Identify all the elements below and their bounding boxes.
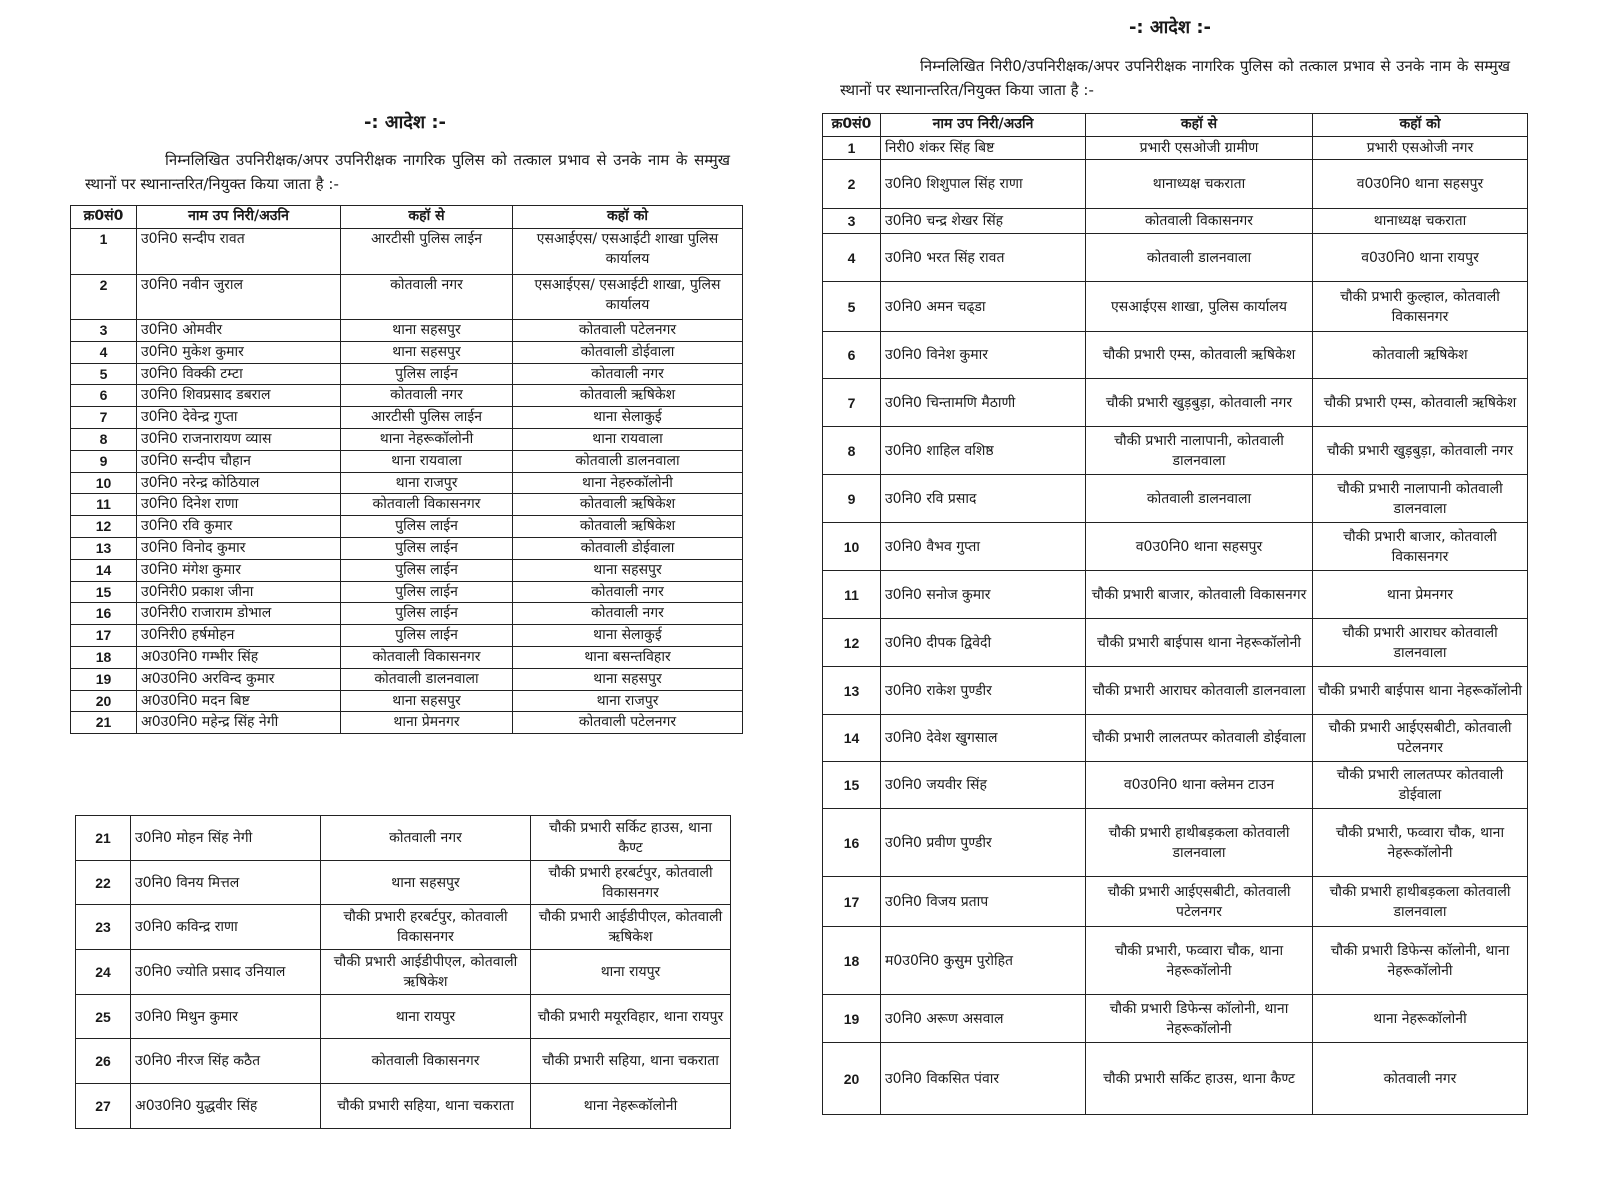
table-row [823, 234, 1528, 282]
from-location-cell: कोतवाली डालनवाला [1086, 475, 1313, 523]
serial-number-cell: 9 [823, 475, 881, 523]
to-location-cell: थाना नेहरुकॉलोनी [513, 472, 743, 494]
officer-name-cell: निरी0 शंकर सिंह बिष्ट [881, 137, 1086, 160]
left-transfer-table-continued [75, 815, 731, 1129]
serial-number-cell: 6 [823, 332, 881, 379]
to-location-cell: थाना रायपुर [531, 950, 731, 995]
from-location-cell: थाना सहसपुर [341, 690, 513, 712]
table-row [71, 625, 743, 647]
serial-number-cell: 11 [71, 494, 137, 516]
to-location-cell: थाना बसन्तविहार [513, 646, 743, 668]
from-location-cell: थाना सहसपुर [341, 341, 513, 363]
from-location-cell: कोतवाली विकासनगर [341, 646, 513, 668]
officer-name-cell: उ0नि0 मंगेश कुमार [137, 559, 341, 581]
officer-name-cell: उ0नि0 शिशुपाल सिंह राणा [881, 160, 1086, 209]
table-row [823, 667, 1528, 715]
from-location-cell: चौकी प्रभारी आराघर कोतवाली डालनवाला [1086, 667, 1313, 715]
table-row [71, 603, 743, 625]
officer-name-cell: उ0नि0 मुकेश कुमार [137, 341, 341, 363]
officer-name-cell: उ0नि0 विनय मित्तल [131, 860, 321, 905]
from-location-cell: कोतवाली नगर [341, 275, 513, 320]
right-order-paragraph: निम्नलिखित निरी0/उपनिरीक्षक/अपर उपनिरीक्षक नागरिक पुलिस को तत्काल प्रभाव से उनके नाम के सम्मुख स्थानों पर स्थानान्तरित/नियुक्त किया जाता है :- [840, 57, 1510, 99]
serial-number-cell: 12 [71, 516, 137, 538]
to-location-cell: चौकी प्रभारी आराघर कोतवाली डालनवाला [1313, 619, 1528, 667]
from-location-cell: थाना प्रेमनगर [341, 712, 513, 734]
table-row [71, 428, 743, 450]
serial-number-cell: 19 [71, 668, 137, 690]
from-location-cell: थानाध्यक्ष चकराता [1086, 160, 1313, 209]
from-location-cell: पुलिस लाईन [341, 625, 513, 647]
from-location-cell: थाना रायपुर [321, 994, 531, 1039]
serial-number-cell: 20 [71, 690, 137, 712]
to-location-cell: चौकी प्रभारी सर्किट हाउस, थाना कैण्ट [531, 816, 731, 861]
to-location-cell: थाना नेहरूकॉलोनी [1313, 995, 1528, 1043]
from-location-cell: कोतवाली डालनवाला [1086, 234, 1313, 282]
officer-name-cell: उ0नि0 वैभव गुप्ता [881, 523, 1086, 571]
officer-name-cell: अ0उ0नि0 गम्भीर सिंह [137, 646, 341, 668]
to-location-cell: कोतवाली नगर [1313, 1043, 1528, 1115]
to-location-cell: चौकी प्रभारी आईडीपीएल, कोतवाली ऋषिकेश [531, 905, 731, 950]
officer-name-cell: अ0उ0नि0 युद्धवीर सिंह [131, 1084, 321, 1129]
table-header-row [71, 206, 743, 229]
officer-name-cell: उ0नि0 सन्दीप चौहान [137, 450, 341, 472]
officer-name-cell: उ0नि0 नीरज सिंह कठैत [131, 1039, 321, 1084]
table-row [823, 995, 1528, 1043]
left-transfer-table [70, 205, 743, 734]
from-location-cell: थाना राजपुर [341, 472, 513, 494]
officer-name-cell: उ0नि0 भरत सिंह रावत [881, 234, 1086, 282]
from-location-cell: पुलिस लाईन [341, 537, 513, 559]
officer-name-cell: उ0नि0 विनेश कुमार [881, 332, 1086, 379]
to-location-cell: चौकी प्रभारी, फव्वारा चौक, थाना नेहरूकॉलोनी [1313, 809, 1528, 877]
from-location-cell: थाना सहसपुर [341, 320, 513, 342]
to-location-cell: प्रभारी एसओजी नगर [1313, 137, 1528, 160]
from-location-cell: कोतवाली नगर [341, 385, 513, 407]
serial-number-cell: 1 [823, 137, 881, 160]
from-location-cell: चौकी प्रभारी हरबर्टपुर, कोतवाली विकासनगर [321, 905, 531, 950]
table-row [71, 646, 743, 668]
table-row [823, 715, 1528, 762]
to-location-cell: कोतवाली ऋषिकेश [513, 494, 743, 516]
table-row [71, 472, 743, 494]
from-location-cell: थाना सहसपुर [321, 860, 531, 905]
from-location-cell: चौकी प्रभारी हाथीबड़कला कोतवाली डालनवाला [1086, 809, 1313, 877]
to-location-cell: चौकी प्रभारी नालापानी कोतवाली डालनवाला [1313, 475, 1528, 523]
to-location-cell: एसआईएस/ एसआईटी शाखा, पुलिस कार्यालय [513, 275, 743, 320]
serial-number-cell: 7 [71, 407, 137, 429]
officer-name-cell: उ0नि0 नवीन जुराल [137, 275, 341, 320]
table-row [823, 332, 1528, 379]
officer-name-cell: उ0नि0 शिवप्रसाद डबराल [137, 385, 341, 407]
to-location-cell: चौकी प्रभारी खुड़बुड़ा, कोतवाली नगर [1313, 427, 1528, 475]
officer-name-cell: उ0नि0 विक्की टम्टा [137, 363, 341, 385]
to-location-cell: एसआईएस/ एसआईटी शाखा पुलिस कार्यालय [513, 229, 743, 275]
column-header: क्र0सं0 [71, 206, 137, 229]
serial-number-cell: 15 [823, 762, 881, 809]
officer-name-cell: उ0नि0 अरूण असवाल [881, 995, 1086, 1043]
table-row [71, 320, 743, 342]
table-row [76, 1039, 731, 1084]
officer-name-cell: अ0उ0नि0 महेन्द्र सिंह नेगी [137, 712, 341, 734]
officer-name-cell: उ0नि0 दीपक द्विवेदी [881, 619, 1086, 667]
serial-number-cell: 9 [71, 450, 137, 472]
from-location-cell: चौकी प्रभारी नालापानी, कोतवाली डालनवाला [1086, 427, 1313, 475]
column-header: कहॉ से [1086, 114, 1313, 137]
officer-name-cell: उ0नि0 चिन्तामणि मैठाणी [881, 379, 1086, 427]
serial-number-cell: 2 [71, 275, 137, 320]
serial-number-cell: 4 [823, 234, 881, 282]
officer-name-cell: अ0उ0नि0 अरविन्द कुमार [137, 668, 341, 690]
to-location-cell: थाना नेहरूकॉलोनी [531, 1084, 731, 1129]
table-row [76, 1084, 731, 1129]
serial-number-cell: 14 [71, 559, 137, 581]
table-row [71, 275, 743, 320]
table-row [823, 160, 1528, 209]
officer-name-cell: उ0नि0 रवि प्रसाद [881, 475, 1086, 523]
to-location-cell: चौकी प्रभारी बाईपास थाना नेहरूकॉलोनी [1313, 667, 1528, 715]
from-location-cell: चौकी प्रभारी सर्किट हाउस, थाना कैण्ट [1086, 1043, 1313, 1115]
to-location-cell: चौकी प्रभारी सहिया, थाना चकराता [531, 1039, 731, 1084]
table-row [823, 877, 1528, 927]
table-row [71, 581, 743, 603]
to-location-cell: थाना रायवाला [513, 428, 743, 450]
serial-number-cell: 5 [71, 363, 137, 385]
serial-number-cell: 10 [71, 472, 137, 494]
from-location-cell: प्रभारी एसओजी ग्रामीण [1086, 137, 1313, 160]
officer-name-cell: उ0नि0 शाहिल वशिष्ठ [881, 427, 1086, 475]
table-row [71, 668, 743, 690]
officer-name-cell: उ0नि0 रवि कुमार [137, 516, 341, 538]
officer-name-cell: उ0निरी0 हर्षमोहन [137, 625, 341, 647]
table-row [71, 385, 743, 407]
from-location-cell: पुलिस लाईन [341, 581, 513, 603]
table-row [823, 209, 1528, 234]
right-order-title: -: आदेश :- [1128, 17, 1212, 38]
officer-name-cell: उ0नि0 ज्योति प्रसाद उनियाल [131, 950, 321, 995]
officer-name-cell: उ0नि0 जयवीर सिंह [881, 762, 1086, 809]
officer-name-cell: म0उ0नि0 कुसुम पुरोहित [881, 927, 1086, 995]
serial-number-cell: 14 [823, 715, 881, 762]
from-location-cell: कोतवाली नगर [321, 816, 531, 861]
to-location-cell: चौकी प्रभारी आईएसबीटी, कोतवाली पटेलनगर [1313, 715, 1528, 762]
serial-number-cell: 21 [76, 816, 131, 861]
to-location-cell: थाना सेलाकुई [513, 625, 743, 647]
officer-name-cell: उ0नि0 मिथुन कुमार [131, 994, 321, 1039]
officer-name-cell: उ0नि0 प्रवीण पुण्डीर [881, 809, 1086, 877]
to-location-cell: चौकी प्रभारी बाजार, कोतवाली विकासनगर [1313, 523, 1528, 571]
officer-name-cell: उ0नि0 ओमवीर [137, 320, 341, 342]
from-location-cell: कोतवाली विकासनगर [1086, 209, 1313, 234]
to-location-cell: थाना प्रेमनगर [1313, 571, 1528, 619]
from-location-cell: चौकी प्रभारी खुड़बुड़ा, कोतवाली नगर [1086, 379, 1313, 427]
from-location-cell: पुलिस लाईन [341, 603, 513, 625]
table-row [71, 559, 743, 581]
to-location-cell: चौकी प्रभारी हरबर्टपुर, कोतवाली विकासनगर [531, 860, 731, 905]
table-row [76, 994, 731, 1039]
from-location-cell: थाना नेहरूकॉलोनी [341, 428, 513, 450]
from-location-cell: एसआईएस शाखा, पुलिस कार्यालय [1086, 282, 1313, 332]
from-location-cell: कोतवाली डालनवाला [341, 668, 513, 690]
left-order-paragraph: निम्नलिखित उपनिरीक्षक/अपर उपनिरीक्षक नागरिक पुलिस को तत्काल प्रभाव से उनके नाम के सम्मुख स्थानों पर स्थानान्तरित/नियुक्त किया जाता है :- [85, 151, 730, 193]
to-location-cell: व0उ0नि0 थाना रायपुर [1313, 234, 1528, 282]
to-location-cell: कोतवाली पटेलनगर [513, 320, 743, 342]
serial-number-cell: 20 [823, 1043, 881, 1115]
table-row [71, 363, 743, 385]
serial-number-cell: 21 [71, 712, 137, 734]
column-header: कहॉ को [1313, 114, 1528, 137]
from-location-cell: चौकी प्रभारी सहिया, थाना चकराता [321, 1084, 531, 1129]
serial-number-cell: 27 [76, 1084, 131, 1129]
officer-name-cell: उ0नि0 अमन चढ्डा [881, 282, 1086, 332]
from-location-cell: कोतवाली विकासनगर [321, 1039, 531, 1084]
to-location-cell: कोतवाली नगर [513, 603, 743, 625]
serial-number-cell: 15 [71, 581, 137, 603]
officer-name-cell: उ0निरी0 राजाराम डोभाल [137, 603, 341, 625]
from-location-cell: चौकी प्रभारी एम्स, कोतवाली ऋषिकेश [1086, 332, 1313, 379]
to-location-cell: कोतवाली डोईवाला [513, 341, 743, 363]
serial-number-cell: 12 [823, 619, 881, 667]
from-location-cell: आरटीसी पुलिस लाईन [341, 407, 513, 429]
left-order-title: -: आदेश :- [363, 112, 447, 133]
column-header: क्र0सं0 [823, 114, 881, 137]
table-row [823, 475, 1528, 523]
to-location-cell: कोतवाली ऋषिकेश [513, 385, 743, 407]
serial-number-cell: 13 [823, 667, 881, 715]
serial-number-cell: 18 [823, 927, 881, 995]
column-header: नाम उप निरी/अउनि [881, 114, 1086, 137]
officer-name-cell: उ0नि0 देवेश खुगसाल [881, 715, 1086, 762]
table-row [823, 809, 1528, 877]
serial-number-cell: 4 [71, 341, 137, 363]
table-row [76, 905, 731, 950]
serial-number-cell: 24 [76, 950, 131, 995]
officer-name-cell: उ0नि0 राकेश पुण्डीर [881, 667, 1086, 715]
table-row [823, 379, 1528, 427]
from-location-cell: चौकी प्रभारी बाईपास थाना नेहरूकॉलोनी [1086, 619, 1313, 667]
serial-number-cell: 16 [823, 809, 881, 877]
serial-number-cell: 1 [71, 229, 137, 275]
serial-number-cell: 3 [823, 209, 881, 234]
officer-name-cell: उ0नि0 सन्दीप रावत [137, 229, 341, 275]
table-row [823, 762, 1528, 809]
column-header: नाम उप निरी/अउनि [137, 206, 341, 229]
table-row [76, 950, 731, 995]
serial-number-cell: 22 [76, 860, 131, 905]
table-row [71, 229, 743, 275]
table-header-row [823, 114, 1528, 137]
officer-name-cell: उ0नि0 राजनारायण व्यास [137, 428, 341, 450]
serial-number-cell: 16 [71, 603, 137, 625]
officer-name-cell: उ0नि0 विनोद कुमार [137, 537, 341, 559]
officer-name-cell: उ0नि0 दिनेश राणा [137, 494, 341, 516]
officer-name-cell: उ0नि0 देवेन्द्र गुप्ता [137, 407, 341, 429]
table-row [71, 690, 743, 712]
to-location-cell: व0उ0नि0 थाना सहसपुर [1313, 160, 1528, 209]
from-location-cell: चौकी प्रभारी बाजार, कोतवाली विकासनगर [1086, 571, 1313, 619]
from-location-cell: आरटीसी पुलिस लाईन [341, 229, 513, 275]
to-location-cell: कोतवाली ऋषिकेश [1313, 332, 1528, 379]
table-row [71, 712, 743, 734]
from-location-cell: चौकी प्रभारी आईडीपीएल, कोतवाली ऋषिकेश [321, 950, 531, 995]
table-row [823, 1043, 1528, 1115]
table-row [823, 927, 1528, 995]
from-location-cell: पुलिस लाईन [341, 559, 513, 581]
serial-number-cell: 11 [823, 571, 881, 619]
table-row [823, 619, 1528, 667]
from-location-cell: पुलिस लाईन [341, 516, 513, 538]
to-location-cell: कोतवाली नगर [513, 581, 743, 603]
table-row [71, 516, 743, 538]
from-location-cell: चौकी प्रभारी डिफेन्स कॉलोनी, थाना नेहरूकॉलोनी [1086, 995, 1313, 1043]
from-location-cell: पुलिस लाईन [341, 363, 513, 385]
to-location-cell: कोतवाली डालनवाला [513, 450, 743, 472]
table-row [71, 450, 743, 472]
serial-number-cell: 17 [823, 877, 881, 927]
to-location-cell: थाना राजपुर [513, 690, 743, 712]
table-row [76, 816, 731, 861]
table-row [823, 523, 1528, 571]
table-row [823, 282, 1528, 332]
serial-number-cell: 10 [823, 523, 881, 571]
serial-number-cell: 23 [76, 905, 131, 950]
officer-name-cell: उ0नि0 कविन्द्र राणा [131, 905, 321, 950]
officer-name-cell: उ0निरी0 प्रकाश जीना [137, 581, 341, 603]
table-row [823, 137, 1528, 160]
officer-name-cell: उ0नि0 विजय प्रताप [881, 877, 1086, 927]
table-row [71, 537, 743, 559]
serial-number-cell: 18 [71, 646, 137, 668]
serial-number-cell: 19 [823, 995, 881, 1043]
serial-number-cell: 5 [823, 282, 881, 332]
column-header: कहॉ से [341, 206, 513, 229]
table-row [823, 571, 1528, 619]
to-location-cell: थाना सहसपुर [513, 668, 743, 690]
serial-number-cell: 2 [823, 160, 881, 209]
to-location-cell: चौकी प्रभारी कुल्हाल, कोतवाली विकासनगर [1313, 282, 1528, 332]
table-row [71, 494, 743, 516]
officer-name-cell: उ0नि0 विकसित पंवार [881, 1043, 1086, 1115]
to-location-cell: कोतवाली डोईवाला [513, 537, 743, 559]
officer-name-cell: उ0नि0 सनोज कुमार [881, 571, 1086, 619]
officer-name-cell: अ0उ0नि0 मदन बिष्ट [137, 690, 341, 712]
right-transfer-table [822, 113, 1528, 1115]
serial-number-cell: 13 [71, 537, 137, 559]
from-location-cell: कोतवाली विकासनगर [341, 494, 513, 516]
serial-number-cell: 26 [76, 1039, 131, 1084]
to-location-cell: थानाध्यक्ष चकराता [1313, 209, 1528, 234]
to-location-cell: चौकी प्रभारी हाथीबड़कला कोतवाली डालनवाला [1313, 877, 1528, 927]
serial-number-cell: 25 [76, 994, 131, 1039]
to-location-cell: थाना सेलाकुई [513, 407, 743, 429]
from-location-cell: व0उ0नि0 थाना क्लेमन टाउन [1086, 762, 1313, 809]
to-location-cell: चौकी प्रभारी लालतप्पर कोतवाली डोईवाला [1313, 762, 1528, 809]
serial-number-cell: 17 [71, 625, 137, 647]
table-row [76, 860, 731, 905]
to-location-cell: कोतवाली नगर [513, 363, 743, 385]
from-location-cell: चौकी प्रभारी आईएसबीटी, कोतवाली पटेलनगर [1086, 877, 1313, 927]
serial-number-cell: 6 [71, 385, 137, 407]
from-location-cell: चौकी प्रभारी लालतप्पर कोतवाली डोईवाला [1086, 715, 1313, 762]
officer-name-cell: उ0नि0 चन्द्र शेखर सिंह [881, 209, 1086, 234]
from-location-cell: थाना रायवाला [341, 450, 513, 472]
serial-number-cell: 8 [71, 428, 137, 450]
to-location-cell: चौकी प्रभारी मयूरविहार, थाना रायपुर [531, 994, 731, 1039]
officer-name-cell: उ0नि0 मोहन सिंह नेगी [131, 816, 321, 861]
to-location-cell: चौकी प्रभारी एम्स, कोतवाली ऋषिकेश [1313, 379, 1528, 427]
table-row [71, 407, 743, 429]
column-header: कहॉ को [513, 206, 743, 229]
serial-number-cell: 3 [71, 320, 137, 342]
from-location-cell: व0उ0नि0 थाना सहसपुर [1086, 523, 1313, 571]
table-row [71, 341, 743, 363]
to-location-cell: कोतवाली ऋषिकेश [513, 516, 743, 538]
to-location-cell: थाना सहसपुर [513, 559, 743, 581]
serial-number-cell: 8 [823, 427, 881, 475]
to-location-cell: चौकी प्रभारी डिफेन्स कॉलोनी, थाना नेहरूकॉलोनी [1313, 927, 1528, 995]
from-location-cell: चौकी प्रभारी, फव्वारा चौक, थाना नेहरूकॉलोनी [1086, 927, 1313, 995]
serial-number-cell: 7 [823, 379, 881, 427]
to-location-cell: कोतवाली पटेलनगर [513, 712, 743, 734]
officer-name-cell: उ0नि0 नरेन्द्र कोठियाल [137, 472, 341, 494]
table-row [823, 427, 1528, 475]
